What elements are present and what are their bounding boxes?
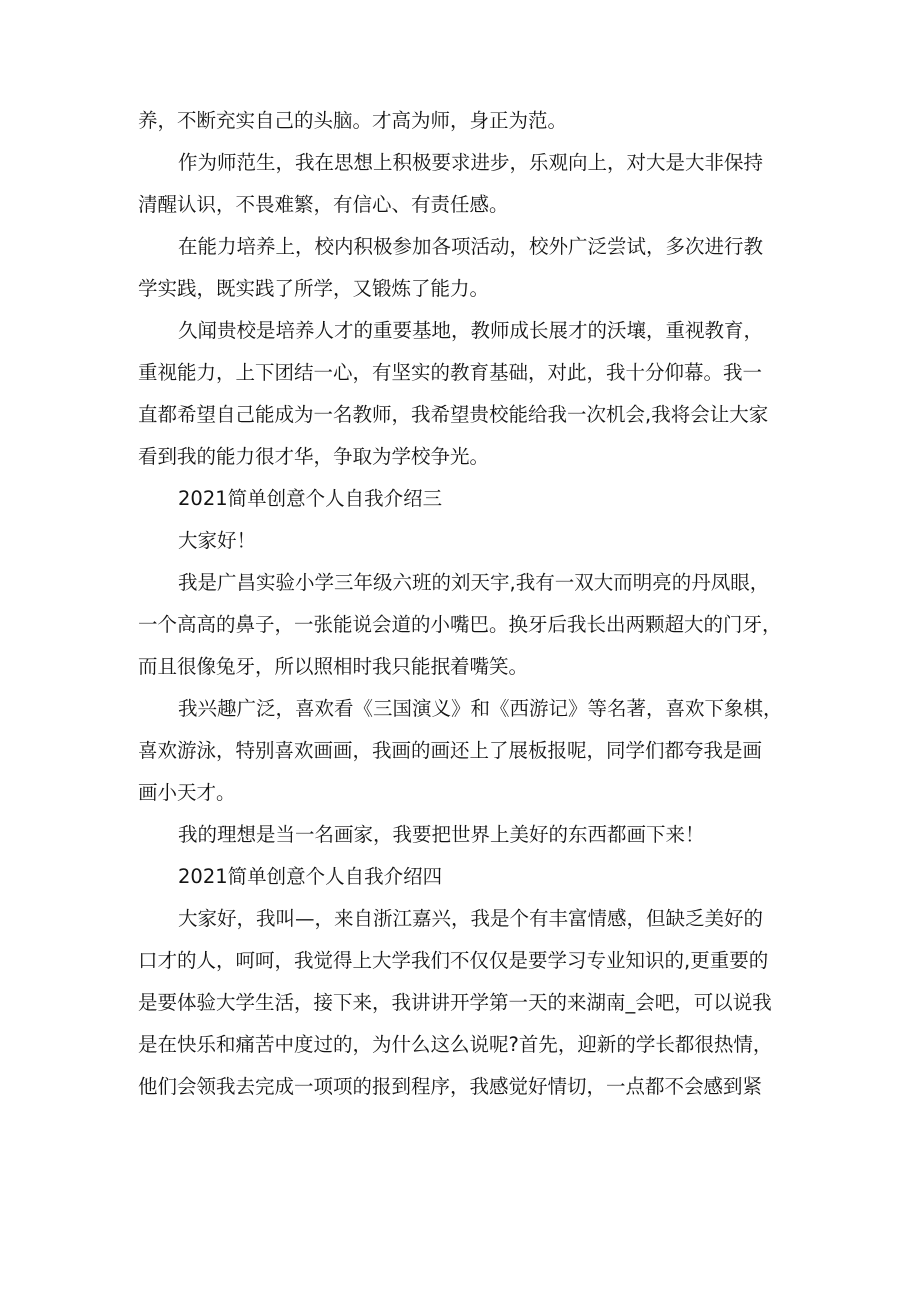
paragraph [138, 310, 790, 478]
text-line: 重视能力，上下团结一心，有坚实的教育基础，对此，我十分仰幕。我一 [138, 361, 763, 384]
text-line: 看到我的能力很才华，争取为学校争光。 [138, 445, 490, 468]
text-line: 是要体验大学生活，接下来，我讲讲开学第一天的来湖南_会吧，可以说我 [138, 991, 772, 1014]
text-line: 2021简单创意个人自我介绍三 [178, 487, 443, 510]
text-line: 我的理想是当一名画家，我要把世界上美好的东西都画下来！ [178, 823, 705, 846]
paragraph [138, 520, 790, 562]
text-line: 一个高高的鼻子，一张能说会道的小嘴巴。换牙后我长出两颗超大的门牙， [138, 613, 782, 636]
text-line: 作为师范生，我在思想上积极要求进步，乐观向上，对大是大非保持 [178, 151, 764, 174]
text-line: 我兴趣广泛，喜欢看《三国演义》和《西游记》等名著，喜欢下象棋， [178, 697, 783, 720]
text-line: 养，不断充实自己的头脑。才高为师，身正为范。 [138, 109, 568, 132]
paragraph [138, 226, 790, 310]
paragraph [138, 562, 790, 688]
paragraph [138, 688, 790, 814]
text-line: 2021简单创意个人自我介绍四 [178, 865, 443, 888]
section-heading [138, 478, 790, 520]
text-line: 久闻贵校是培养人才的重要基地，教师成长展才的沃壤，重视教育， [178, 319, 764, 342]
document-body [138, 100, 790, 1108]
text-line: 学实践，既实践了所学，又锻炼了能力。 [138, 277, 490, 300]
paragraph [138, 814, 790, 856]
text-line: 画小天才。 [138, 781, 236, 804]
paragraph [138, 898, 790, 1108]
text-line: 我是广昌实验小学三年级六班的刘天宇,我有一双大而明亮的丹凤眼， [178, 571, 770, 594]
text-line: 他们会领我去完成一项项的报到程序，我感觉好情切，一点都不会感到紧 [138, 1075, 763, 1098]
text-line: 口才的人，呵呵，我觉得上大学我们不仅仅是要学习专业知识的,更重要的 [138, 949, 769, 972]
text-line: 清醒认识，不畏难繁，有信心、有责任感。 [138, 193, 509, 216]
text-line: 大家好，我叫—，来自浙江嘉兴，我是个有丰富情感，但缺乏美好的 [178, 907, 764, 930]
text-line: 喜欢游泳，特别喜欢画画，我画的画还上了展板报呢，同学们都夸我是画 [138, 739, 763, 762]
text-line: 在能力培养上，校内积极参加各项活动，校外广泛尝试，多次进行教 [178, 235, 764, 258]
section-heading [138, 856, 790, 898]
text-line: 是在快乐和痛苦中度过的，为什么这么说呢?首先，迎新的学长都很热情， [138, 1033, 773, 1056]
text-line: 大家好！ [178, 529, 257, 552]
text-line: 而且很像兔牙，所以照相时我只能抿着嘴笑。 [138, 655, 529, 678]
text-line: 直都希望自己能成为一名教师，我希望贵校能给我一次机会,我将会让大家 [138, 403, 769, 426]
paragraph [138, 142, 790, 226]
paragraph [138, 100, 790, 142]
